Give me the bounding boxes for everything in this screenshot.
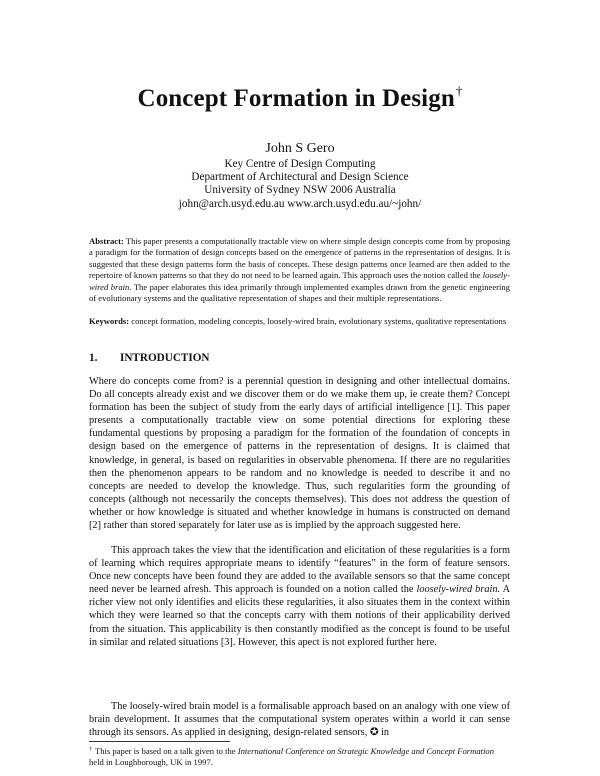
footnote-text-b: held in Loughborough, UK in 1997. bbox=[89, 757, 213, 768]
author-name: John S Gero bbox=[265, 141, 335, 156]
abstract-label: Abstract: bbox=[89, 236, 124, 246]
keywords bbox=[89, 316, 510, 327]
abstract-text-a: This paper presents a computationally tractable view on where simple design concepts come from by proposing a paradigm for the formation of design concepts based on the emergence of patterns in the representation of designs. It is suggested that these design patterns form the basis of concepts. These design patterns once learned are then added to the repertoire of known patterns so that they do not need to be learned again. This approach uses the notion called the bbox=[89, 236, 511, 281]
section-title: INTRODUCTION bbox=[120, 352, 210, 364]
paragraph-2-emphasis: loosely-wired brain. bbox=[416, 584, 501, 596]
section-heading bbox=[89, 352, 210, 364]
footnote bbox=[89, 745, 510, 768]
footnote-rule bbox=[89, 741, 230, 742]
paragraph-2-text-a: This approach takes the view that the identification and elicitation of these regularities is a form of learning which requires appropriate means to identify “features” in the form of feature sensors. Once new concepts have been found they are added to the available sensors so that the same concept need never be learned afresh. This approach is founded on a notion called the bbox=[89, 545, 510, 596]
paper-title bbox=[0, 83, 600, 113]
abstract-text-b: The paper elaborates this idea primarily through implemented examples drawn from the genetic engineering of evolutionary systems and the qualitative representation of shapes and their multiple representations. bbox=[89, 281, 510, 304]
paragraph-2-text-b: A richer view not only identifies and elicits these regularities, it also situates them in the context within which they were learned so that the concepts carry with them notions of their applicability derived from the situation. This applicability is then constantly modified as the concept is found to be useful in similar and related situations [3]. However, this apect is not explored further here. bbox=[89, 584, 510, 648]
section-number: 1. bbox=[89, 352, 98, 364]
title-footnote-mark: † bbox=[455, 83, 463, 98]
keywords-label: Keywords: bbox=[89, 316, 130, 326]
footnote-text-a: This paper is based on a talk given to the bbox=[95, 746, 236, 756]
author-contact: john@arch.usyd.edu.au www.arch.usyd.edu.au/~john/ bbox=[178, 197, 422, 210]
author-block bbox=[0, 141, 600, 211]
title-text: Concept Formation in Design bbox=[137, 85, 455, 112]
affiliation-department: Department of Architectural and Design Science bbox=[191, 171, 409, 184]
body-paragraph-1: Where do concepts come from? is a perennial question in designing and other intellectual domains. Do all concepts already exist and we discover them or do we make them up, ie create them? Concept formation has been the subject of study from the early days of artificial intelligence [1]. This paper presents a computationally tractable view on some potential directions for exploring these fundamental questions by proposing a paradigm for the formation of the foundation of concepts in design based on the emergence of patterns in the representation of designs. It is claimed that knowledge, in general, is based on regularities in observable phenomena. If there are no regularities then the phenomenon appears to be random and no knowledge is needed to describe it and no concepts are needed to develop the knowledge. Thus, such regularities form the grounding of concepts (although not necessarily the concepts themselves). This does not address the question of whether or how knowledge is situated and whether knowledge in humans is constructed on demand [2] rather than stored separately for later use as is implied by the approach suggested here. bbox=[89, 376, 510, 532]
keywords-text: concept formation, modeling concepts, loosely-wired brain, evolutionary systems, qualitative representations bbox=[131, 316, 507, 326]
abstract-emphasis: loosely-wired brain. bbox=[89, 270, 510, 292]
body-paragraph-2 bbox=[89, 544, 510, 649]
footnote-conference: International Conference on Strategic Knowledge and Concept Formation bbox=[237, 746, 494, 756]
footnote-mark: † bbox=[89, 747, 92, 753]
affiliation-university: University of Sydney NSW 2006 Australia bbox=[204, 184, 396, 197]
abstract bbox=[89, 236, 510, 304]
affiliation-centre: Key Centre of Design Computing bbox=[224, 158, 376, 170]
body-paragraph-3: The loosely-wired brain model is a formalisable approach based on an analogy with one view of brain development. It assumes that the computational system operates within a world it can sense through its sensors. As applied in designing, design-related sensors, ✪ in bbox=[89, 701, 510, 739]
